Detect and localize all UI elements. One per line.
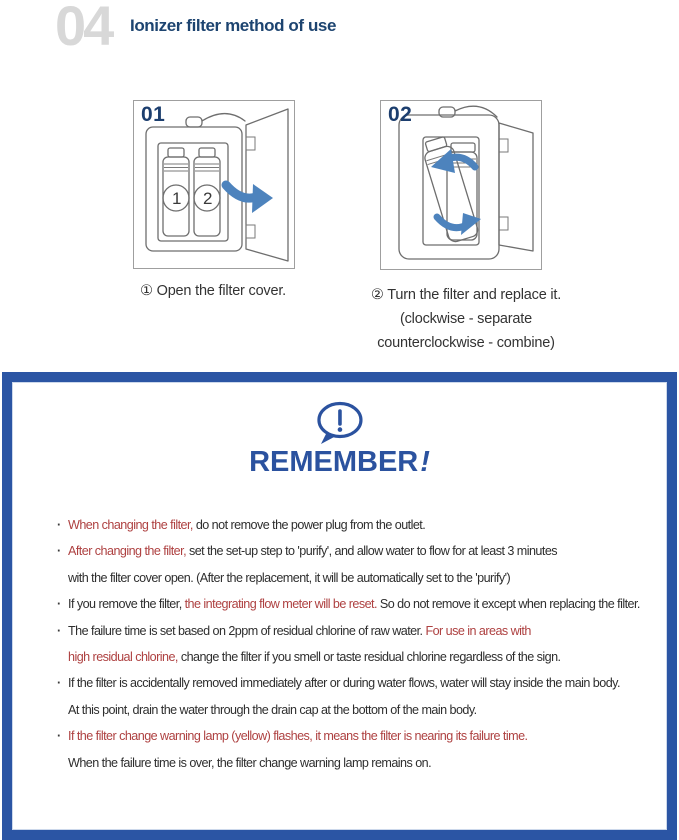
remember-line xyxy=(57,670,657,696)
text-segment: For use in areas with xyxy=(425,623,531,638)
text-segment: At this point, drain the water through the drain cap at the bottom of the main body. xyxy=(68,702,477,717)
text-segment: do not remove the power plug from the outlet. xyxy=(192,518,426,532)
text-segment: When changing the filter, xyxy=(68,518,193,532)
remember-line xyxy=(57,644,657,670)
remember-box xyxy=(2,372,677,840)
remember-line xyxy=(57,697,657,723)
bullet-dot: · xyxy=(57,544,61,559)
remember-line xyxy=(57,591,657,617)
step2-caption-line3: counterclockwise - combine) xyxy=(377,335,555,351)
bullet-dot: · xyxy=(57,729,61,744)
remember-line xyxy=(57,512,657,538)
remember-line xyxy=(57,723,657,749)
section-number: 04 xyxy=(55,0,112,57)
step1-caption: ① Open the filter cover. xyxy=(139,283,287,299)
remember-title xyxy=(12,446,667,479)
step1-label: 01 xyxy=(141,103,166,126)
bullet-dot: · xyxy=(57,623,61,638)
bottle-2-number: 2 xyxy=(203,189,213,208)
bullet-dot: · xyxy=(57,518,61,532)
remember-line xyxy=(57,618,657,644)
text-segment: When the failure time is over, the filter change warning lamp remains on. xyxy=(68,755,432,770)
exclamation-speech-bubble-icon xyxy=(312,400,364,448)
page-title: Ionizer filter method of use xyxy=(130,16,337,35)
remember-line xyxy=(57,750,657,776)
text-segment: After changing the filter, xyxy=(68,544,187,559)
text-segment: The failure time is set based on 2ppm of residual chlorine of raw water. xyxy=(68,623,426,638)
open-arrow-icon xyxy=(226,184,273,213)
remember-notes-list xyxy=(57,512,657,776)
text-segment: So do not remove it except when replacing the filter. xyxy=(376,597,640,612)
text-segment: If the filter is accidentally removed immediately after or during water flows, water will stay inside the main body. xyxy=(68,676,620,691)
text-segment: with the filter cover open. (After the replacement, it will be automatically set to the 'purify') xyxy=(68,570,511,585)
bottle-1-number: 1 xyxy=(172,189,182,208)
remember-title-bang: ! xyxy=(420,446,430,478)
bullet-dot: · xyxy=(57,676,61,691)
text-segment: high residual chlorine, xyxy=(68,649,178,664)
step2-figure xyxy=(380,100,542,270)
step1-figure xyxy=(133,100,295,269)
text-segment: change the filter if you smell or taste residual chlorine regardless of the sign. xyxy=(177,649,561,664)
step2-caption xyxy=(352,283,580,355)
text-segment: the integrating flow meter will be reset. xyxy=(184,597,377,612)
text-segment: set the set-up step to 'purify', and allow water to flow for at least 3 minutes xyxy=(186,544,558,559)
text-segment: If the filter change warning lamp (yellow) flashes, it means the filter is nearing its failure time. xyxy=(68,729,528,744)
remember-line xyxy=(57,538,657,564)
rotate-arrows-icon xyxy=(431,149,481,235)
step2-caption-line2: (clockwise - separate xyxy=(400,311,532,327)
step2-label: 02 xyxy=(388,103,413,126)
text-segment: If you remove the filter, xyxy=(68,597,185,612)
remember-title-text: REMEMBER xyxy=(249,446,419,478)
bullet-dot: · xyxy=(57,597,61,612)
step2-caption-line1: ② Turn the filter and replace it. xyxy=(370,287,562,303)
remember-line xyxy=(57,565,657,591)
